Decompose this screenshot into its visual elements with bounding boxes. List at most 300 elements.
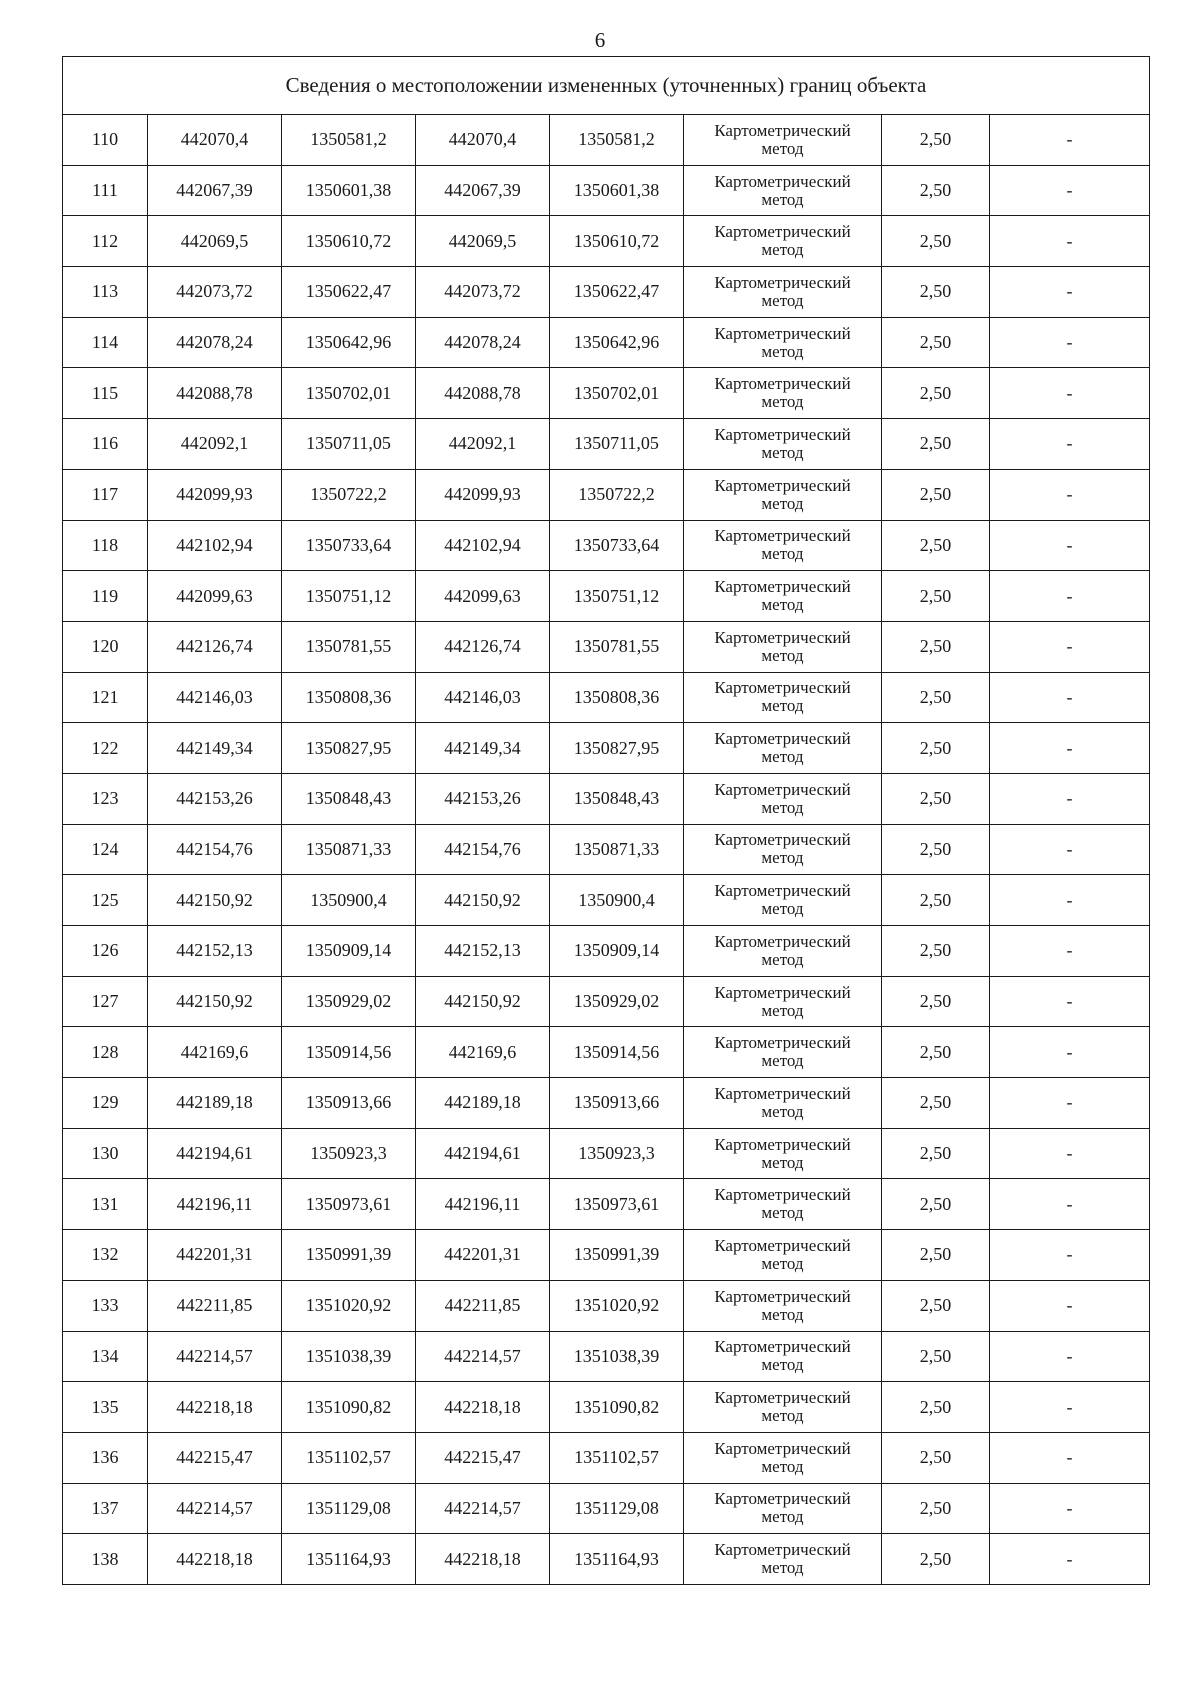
refined-x-cell: 442099,63: [416, 571, 550, 622]
method-text: Картометрический: [714, 982, 851, 1002]
method-cell: [684, 976, 882, 1027]
existing-x-cell: 442069,5: [148, 216, 282, 267]
existing-y-cell: 1350711,05: [282, 419, 416, 470]
point-number-cell: 133: [63, 1280, 148, 1331]
note-cell: -: [990, 875, 1150, 926]
existing-y-cell: 1350973,61: [282, 1179, 416, 1230]
method-text: метод: [761, 1203, 804, 1223]
note-cell: -: [990, 1382, 1150, 1433]
existing-x-cell: 442194,61: [148, 1128, 282, 1179]
method-cell: [684, 672, 882, 723]
method-text: метод: [761, 189, 804, 209]
method-text: метод: [761, 645, 804, 665]
table-row: [63, 1078, 1150, 1129]
note-cell: -: [990, 1534, 1150, 1585]
refined-y-cell: 1350722,2: [550, 469, 684, 520]
method-text: метод: [761, 1558, 804, 1578]
existing-y-cell: 1350991,39: [282, 1230, 416, 1281]
note-cell: -: [990, 115, 1150, 166]
method-text: метод: [761, 290, 804, 310]
method-cell: [684, 773, 882, 824]
point-number-cell: 110: [63, 115, 148, 166]
method-cell: [684, 115, 882, 166]
method-text: метод: [761, 949, 804, 969]
existing-x-cell: 442218,18: [148, 1382, 282, 1433]
method-text: Картометрический: [714, 222, 851, 242]
point-number-cell: 116: [63, 419, 148, 470]
table-row: [63, 1483, 1150, 1534]
refined-x-cell: 442194,61: [416, 1128, 550, 1179]
method-text: Картометрический: [714, 931, 851, 951]
error-cell: 2,50: [882, 926, 990, 977]
refined-y-cell: 1350601,38: [550, 165, 684, 216]
point-number-cell: 135: [63, 1382, 148, 1433]
point-number-cell: 134: [63, 1331, 148, 1382]
table-row: [63, 773, 1150, 824]
point-number-cell: 117: [63, 469, 148, 520]
note-cell: -: [990, 165, 1150, 216]
error-cell: 2,50: [882, 115, 990, 166]
table-row: [63, 1331, 1150, 1382]
table-row: [63, 1027, 1150, 1078]
point-number-cell: 129: [63, 1078, 148, 1129]
note-cell: -: [990, 672, 1150, 723]
error-cell: 2,50: [882, 571, 990, 622]
method-text: Картометрический: [714, 779, 851, 799]
note-cell: -: [990, 419, 1150, 470]
existing-y-cell: 1351020,92: [282, 1280, 416, 1331]
method-text: Картометрический: [714, 323, 851, 343]
note-cell: -: [990, 469, 1150, 520]
method-text: Картометрический: [714, 526, 851, 546]
method-text: метод: [761, 848, 804, 868]
refined-x-cell: 442073,72: [416, 267, 550, 318]
method-text: метод: [761, 1101, 804, 1121]
error-cell: 2,50: [882, 1483, 990, 1534]
error-cell: 2,50: [882, 621, 990, 672]
method-cell: [684, 1078, 882, 1129]
error-cell: 2,50: [882, 1280, 990, 1331]
note-cell: -: [990, 824, 1150, 875]
error-cell: 2,50: [882, 1078, 990, 1129]
existing-x-cell: 442214,57: [148, 1331, 282, 1382]
method-text: метод: [761, 392, 804, 412]
error-cell: 2,50: [882, 773, 990, 824]
refined-y-cell: 1350923,3: [550, 1128, 684, 1179]
error-cell: 2,50: [882, 672, 990, 723]
table-row: [63, 875, 1150, 926]
note-cell: -: [990, 773, 1150, 824]
point-number-cell: 119: [63, 571, 148, 622]
existing-y-cell: 1350642,96: [282, 317, 416, 368]
refined-x-cell: 442218,18: [416, 1382, 550, 1433]
method-text: метод: [761, 341, 804, 361]
point-number-cell: 115: [63, 368, 148, 419]
existing-y-cell: 1350827,95: [282, 723, 416, 774]
point-number-cell: 121: [63, 672, 148, 723]
existing-x-cell: 442154,76: [148, 824, 282, 875]
table-body: [63, 115, 1150, 1585]
error-cell: 2,50: [882, 165, 990, 216]
refined-y-cell: 1350913,66: [550, 1078, 684, 1129]
note-cell: -: [990, 1179, 1150, 1230]
existing-y-cell: 1350622,47: [282, 267, 416, 318]
page-number: 6: [594, 28, 606, 52]
refined-x-cell: 442154,76: [416, 824, 550, 875]
note-cell: -: [990, 1027, 1150, 1078]
table-row: [63, 115, 1150, 166]
refined-x-cell: 442215,47: [416, 1432, 550, 1483]
existing-x-cell: 442099,63: [148, 571, 282, 622]
method-text: Картометрический: [714, 272, 851, 292]
point-number-cell: 130: [63, 1128, 148, 1179]
error-cell: 2,50: [882, 723, 990, 774]
method-text: метод: [761, 797, 804, 817]
method-text: Картометрический: [714, 1438, 851, 1458]
table-row: [63, 368, 1150, 419]
existing-y-cell: 1350601,38: [282, 165, 416, 216]
method-cell: [684, 1280, 882, 1331]
error-cell: 2,50: [882, 1128, 990, 1179]
refined-x-cell: 442153,26: [416, 773, 550, 824]
refined-y-cell: 1351090,82: [550, 1382, 684, 1433]
refined-x-cell: 442150,92: [416, 976, 550, 1027]
existing-x-cell: 442099,93: [148, 469, 282, 520]
refined-x-cell: 442126,74: [416, 621, 550, 672]
method-text: метод: [761, 442, 804, 462]
table-row: [63, 1128, 1150, 1179]
method-text: метод: [761, 138, 804, 158]
refined-y-cell: 1350751,12: [550, 571, 684, 622]
refined-x-cell: 442069,5: [416, 216, 550, 267]
method-cell: [684, 1534, 882, 1585]
table-row: [63, 926, 1150, 977]
existing-x-cell: 442152,13: [148, 926, 282, 977]
refined-x-cell: 442152,13: [416, 926, 550, 977]
method-cell: [684, 469, 882, 520]
refined-y-cell: 1350610,72: [550, 216, 684, 267]
method-text: метод: [761, 1000, 804, 1020]
refined-y-cell: 1350914,56: [550, 1027, 684, 1078]
point-number-cell: 127: [63, 976, 148, 1027]
method-text: Картометрический: [714, 881, 851, 901]
table-row: [63, 317, 1150, 368]
refined-x-cell: 442189,18: [416, 1078, 550, 1129]
existing-x-cell: 442169,6: [148, 1027, 282, 1078]
method-cell: [684, 1382, 882, 1433]
existing-y-cell: 1350610,72: [282, 216, 416, 267]
method-cell: [684, 419, 882, 470]
table-row: [63, 1280, 1150, 1331]
note-cell: -: [990, 621, 1150, 672]
refined-x-cell: 442099,93: [416, 469, 550, 520]
error-cell: 2,50: [882, 317, 990, 368]
existing-x-cell: 442126,74: [148, 621, 282, 672]
point-number-cell: 124: [63, 824, 148, 875]
method-cell: [684, 875, 882, 926]
existing-x-cell: 442211,85: [148, 1280, 282, 1331]
method-text: метод: [761, 1304, 804, 1324]
method-cell: [684, 267, 882, 318]
method-text: метод: [761, 544, 804, 564]
refined-y-cell: 1350909,14: [550, 926, 684, 977]
method-text: Картометрический: [714, 424, 851, 444]
existing-x-cell: 442150,92: [148, 875, 282, 926]
existing-y-cell: 1350733,64: [282, 520, 416, 571]
error-cell: 2,50: [882, 267, 990, 318]
method-cell: [684, 1230, 882, 1281]
refined-x-cell: 442201,31: [416, 1230, 550, 1281]
note-cell: -: [990, 267, 1150, 318]
existing-x-cell: 442146,03: [148, 672, 282, 723]
method-text: метод: [761, 696, 804, 716]
method-text: метод: [761, 595, 804, 615]
point-number-cell: 122: [63, 723, 148, 774]
method-cell: [684, 216, 882, 267]
method-cell: [684, 571, 882, 622]
existing-y-cell: 1350751,12: [282, 571, 416, 622]
point-number-cell: 136: [63, 1432, 148, 1483]
refined-x-cell: 442088,78: [416, 368, 550, 419]
refined-y-cell: 1350781,55: [550, 621, 684, 672]
method-text: Картометрический: [714, 171, 851, 191]
method-text: Картометрический: [714, 1286, 851, 1306]
method-text: Картометрический: [714, 120, 851, 140]
table-row: [63, 1230, 1150, 1281]
existing-x-cell: 442149,34: [148, 723, 282, 774]
table-row: [63, 976, 1150, 1027]
existing-x-cell: 442102,94: [148, 520, 282, 571]
refined-y-cell: 1350733,64: [550, 520, 684, 571]
point-number-cell: 112: [63, 216, 148, 267]
table-row: [63, 1179, 1150, 1230]
point-number-cell: 111: [63, 165, 148, 216]
method-text: метод: [761, 1253, 804, 1273]
note-cell: -: [990, 520, 1150, 571]
point-number-cell: 132: [63, 1230, 148, 1281]
existing-x-cell: 442201,31: [148, 1230, 282, 1281]
method-text: Картометрический: [714, 830, 851, 850]
method-text: Картометрический: [714, 1033, 851, 1053]
method-text: Картометрический: [714, 1235, 851, 1255]
point-number-cell: 138: [63, 1534, 148, 1585]
note-cell: -: [990, 1331, 1150, 1382]
refined-y-cell: 1350711,05: [550, 419, 684, 470]
existing-y-cell: 1350914,56: [282, 1027, 416, 1078]
existing-y-cell: 1350900,4: [282, 875, 416, 926]
refined-y-cell: 1350900,4: [550, 875, 684, 926]
existing-y-cell: 1351038,39: [282, 1331, 416, 1382]
existing-x-cell: 442214,57: [148, 1483, 282, 1534]
method-cell: [684, 520, 882, 571]
existing-y-cell: 1351102,57: [282, 1432, 416, 1483]
refined-x-cell: 442218,18: [416, 1534, 550, 1585]
table-row: [63, 824, 1150, 875]
method-text: Картометрический: [714, 577, 851, 597]
error-cell: 2,50: [882, 419, 990, 470]
method-text: метод: [761, 1406, 804, 1426]
existing-y-cell: 1350871,33: [282, 824, 416, 875]
point-number-cell: 113: [63, 267, 148, 318]
existing-y-cell: 1350781,55: [282, 621, 416, 672]
method-cell: [684, 621, 882, 672]
table-row: [63, 520, 1150, 571]
method-text: Картометрический: [714, 374, 851, 394]
method-text: метод: [761, 240, 804, 260]
table-title-row: [63, 57, 1150, 115]
error-cell: 2,50: [882, 1179, 990, 1230]
method-cell: [684, 317, 882, 368]
method-text: метод: [761, 747, 804, 767]
error-cell: 2,50: [882, 469, 990, 520]
point-number-cell: 123: [63, 773, 148, 824]
note-cell: -: [990, 216, 1150, 267]
refined-x-cell: 442146,03: [416, 672, 550, 723]
refined-x-cell: 442214,57: [416, 1331, 550, 1382]
table-row: [63, 621, 1150, 672]
existing-x-cell: 442092,1: [148, 419, 282, 470]
table-row: [63, 165, 1150, 216]
existing-x-cell: 442189,18: [148, 1078, 282, 1129]
existing-y-cell: 1350909,14: [282, 926, 416, 977]
existing-x-cell: 442153,26: [148, 773, 282, 824]
point-number-cell: 137: [63, 1483, 148, 1534]
refined-x-cell: 442169,6: [416, 1027, 550, 1078]
error-cell: 2,50: [882, 1230, 990, 1281]
existing-x-cell: 442070,4: [148, 115, 282, 166]
note-cell: -: [990, 1280, 1150, 1331]
refined-y-cell: 1351020,92: [550, 1280, 684, 1331]
method-text: метод: [761, 1456, 804, 1476]
method-cell: [684, 1483, 882, 1534]
method-text: метод: [761, 1355, 804, 1375]
existing-x-cell: 442073,72: [148, 267, 282, 318]
existing-y-cell: 1350848,43: [282, 773, 416, 824]
refined-y-cell: 1351102,57: [550, 1432, 684, 1483]
error-cell: 2,50: [882, 520, 990, 571]
point-number-cell: 128: [63, 1027, 148, 1078]
table-title: Сведения о местоположении измененных (уточненных) границ объекта: [63, 57, 1150, 115]
refined-y-cell: 1350622,47: [550, 267, 684, 318]
error-cell: 2,50: [882, 1382, 990, 1433]
refined-y-cell: 1350848,43: [550, 773, 684, 824]
refined-x-cell: 442211,85: [416, 1280, 550, 1331]
error-cell: 2,50: [882, 976, 990, 1027]
refined-y-cell: 1351164,93: [550, 1534, 684, 1585]
method-text: метод: [761, 1152, 804, 1172]
method-text: метод: [761, 493, 804, 513]
boundary-coordinates-table: [62, 56, 1150, 1585]
refined-y-cell: 1350581,2: [550, 115, 684, 166]
refined-x-cell: 442196,11: [416, 1179, 550, 1230]
method-text: Картометрический: [714, 1388, 851, 1408]
existing-y-cell: 1351129,08: [282, 1483, 416, 1534]
existing-y-cell: 1350808,36: [282, 672, 416, 723]
existing-y-cell: 1351164,93: [282, 1534, 416, 1585]
error-cell: 2,50: [882, 1027, 990, 1078]
error-cell: 2,50: [882, 824, 990, 875]
refined-y-cell: 1350827,95: [550, 723, 684, 774]
refined-y-cell: 1350642,96: [550, 317, 684, 368]
table-row: [63, 216, 1150, 267]
error-cell: 2,50: [882, 216, 990, 267]
method-text: Картометрический: [714, 729, 851, 749]
refined-x-cell: 442070,4: [416, 115, 550, 166]
point-number-cell: 120: [63, 621, 148, 672]
method-cell: [684, 165, 882, 216]
refined-x-cell: 442150,92: [416, 875, 550, 926]
existing-y-cell: 1351090,82: [282, 1382, 416, 1433]
error-cell: 2,50: [882, 1432, 990, 1483]
method-cell: [684, 824, 882, 875]
refined-x-cell: 442092,1: [416, 419, 550, 470]
method-text: Картометрический: [714, 1540, 851, 1560]
point-number-cell: 131: [63, 1179, 148, 1230]
table-row: [63, 469, 1150, 520]
error-cell: 2,50: [882, 368, 990, 419]
error-cell: 2,50: [882, 1534, 990, 1585]
note-cell: -: [990, 1128, 1150, 1179]
error-cell: 2,50: [882, 875, 990, 926]
refined-y-cell: 1350973,61: [550, 1179, 684, 1230]
method-cell: [684, 926, 882, 977]
table-row: [63, 723, 1150, 774]
table-row: [63, 267, 1150, 318]
method-cell: [684, 1128, 882, 1179]
note-cell: -: [990, 1483, 1150, 1534]
method-cell: [684, 723, 882, 774]
refined-x-cell: 442067,39: [416, 165, 550, 216]
refined-y-cell: 1350929,02: [550, 976, 684, 1027]
table-row: [63, 1534, 1150, 1585]
method-cell: [684, 1331, 882, 1382]
refined-y-cell: 1350808,36: [550, 672, 684, 723]
note-cell: -: [990, 976, 1150, 1027]
note-cell: -: [990, 1078, 1150, 1129]
refined-y-cell: 1351129,08: [550, 1483, 684, 1534]
point-number-cell: 126: [63, 926, 148, 977]
note-cell: -: [990, 317, 1150, 368]
existing-y-cell: 1350923,3: [282, 1128, 416, 1179]
existing-x-cell: 442218,18: [148, 1534, 282, 1585]
refined-x-cell: 442149,34: [416, 723, 550, 774]
existing-x-cell: 442067,39: [148, 165, 282, 216]
refined-y-cell: 1350991,39: [550, 1230, 684, 1281]
existing-y-cell: 1350929,02: [282, 976, 416, 1027]
method-text: метод: [761, 1507, 804, 1527]
method-text: Картометрический: [714, 1083, 851, 1103]
method-text: Картометрический: [714, 1134, 851, 1154]
method-text: Картометрический: [714, 1337, 851, 1357]
refined-y-cell: 1350702,01: [550, 368, 684, 419]
existing-y-cell: 1350913,66: [282, 1078, 416, 1129]
existing-x-cell: 442215,47: [148, 1432, 282, 1483]
note-cell: -: [990, 926, 1150, 977]
method-text: Картометрический: [714, 475, 851, 495]
table-row: [63, 571, 1150, 622]
method-text: метод: [761, 1051, 804, 1071]
refined-x-cell: 442102,94: [416, 520, 550, 571]
table-row: [63, 1432, 1150, 1483]
method-cell: [684, 1027, 882, 1078]
refined-y-cell: 1351038,39: [550, 1331, 684, 1382]
existing-y-cell: 1350702,01: [282, 368, 416, 419]
refined-x-cell: 442214,57: [416, 1483, 550, 1534]
method-text: Картометрический: [714, 1489, 851, 1509]
existing-x-cell: 442196,11: [148, 1179, 282, 1230]
note-cell: -: [990, 1432, 1150, 1483]
table-row: [63, 419, 1150, 470]
